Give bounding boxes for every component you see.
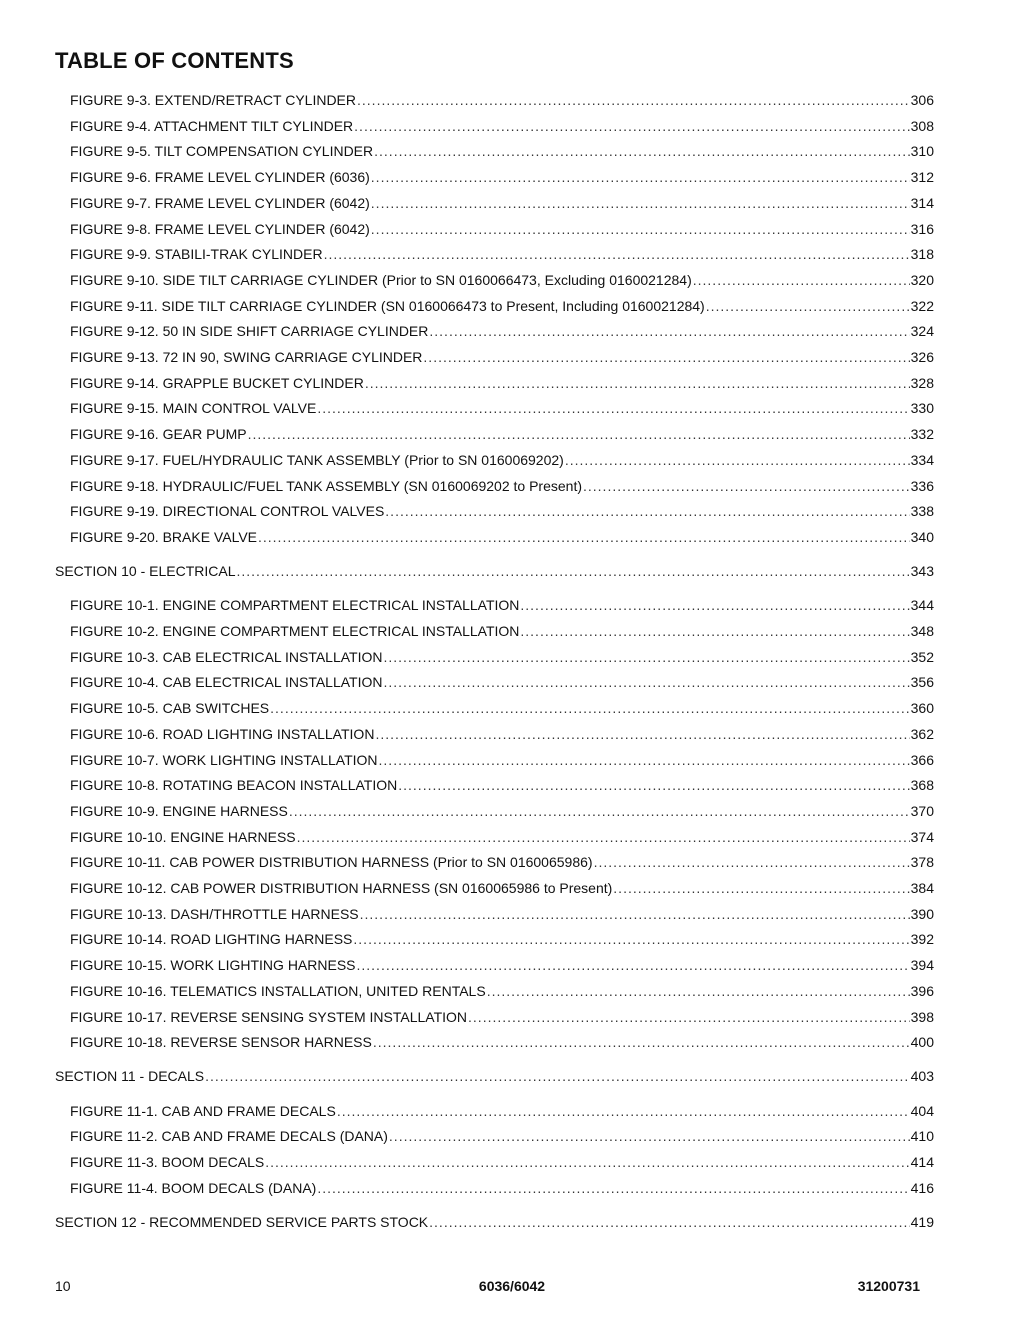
toc-entry-page: 322 xyxy=(910,297,934,314)
toc-entry-page: 328 xyxy=(910,374,934,391)
toc-figure-entry[interactable] xyxy=(70,1008,934,1026)
toc-section-entry[interactable] xyxy=(55,1067,934,1085)
toc-figure-entry[interactable] xyxy=(70,374,934,392)
toc-entry-label: FIGURE 10-11. CAB POWER DISTRIBUTION HARNESS (Prior to SN 0160065986) xyxy=(70,854,593,871)
toc-entry-label: FIGURE 10-9. ENGINE HARNESS xyxy=(70,802,288,819)
dot-leader xyxy=(429,322,909,340)
toc-figure-entry[interactable] xyxy=(70,528,934,546)
toc-entry-page: 343 xyxy=(910,563,934,580)
toc-figure-entry[interactable] xyxy=(70,502,934,520)
toc-figure-entry[interactable] xyxy=(70,751,934,769)
dot-leader xyxy=(360,905,910,923)
toc-entry-label: FIGURE 9-14. GRAPPLE BUCKET CYLINDER xyxy=(70,374,364,391)
toc-entry-page: 332 xyxy=(910,426,934,443)
toc-entry-page: 404 xyxy=(910,1102,934,1119)
toc-entry-label: FIGURE 9-11. SIDE TILT CARRIAGE CYLINDER (SN 0160066473 to Present, Including 0160021284) xyxy=(70,297,705,314)
toc-entry-page: 378 xyxy=(910,854,934,871)
toc-entry-page: 360 xyxy=(910,700,934,717)
toc-entry-page: 318 xyxy=(910,246,934,263)
toc-entry-label: FIGURE 9-6. FRAME LEVEL CYLINDER (6036) xyxy=(70,169,370,186)
dot-leader xyxy=(520,596,909,614)
toc-entry-label: FIGURE 9-9. STABILI-TRAK CYLINDER xyxy=(70,246,323,263)
dot-leader xyxy=(565,451,910,469)
toc-entry-label: FIGURE 9-16. GEAR PUMP xyxy=(70,426,247,443)
toc-entry-page: 312 xyxy=(910,169,934,186)
toc-figure-entry[interactable] xyxy=(70,1102,934,1120)
dot-leader xyxy=(357,91,910,109)
toc-entry-page: 308 xyxy=(910,117,934,134)
toc-figure-entry[interactable] xyxy=(70,725,934,743)
toc-entry-page: 310 xyxy=(910,143,934,160)
toc-figure-entry[interactable] xyxy=(70,622,934,640)
toc-figure-entry[interactable] xyxy=(70,905,934,923)
toc-entry-page: 419 xyxy=(910,1213,934,1230)
toc-entry-label: FIGURE 10-14. ROAD LIGHTING HARNESS xyxy=(70,931,353,948)
dot-leader xyxy=(373,1033,910,1051)
toc-figure-entry[interactable] xyxy=(70,194,934,212)
toc-entry-page: 316 xyxy=(910,220,934,237)
toc-entry-label: FIGURE 11-4. BOOM DECALS (DANA) xyxy=(70,1179,317,1196)
dot-leader xyxy=(583,477,910,495)
toc-figure-entry[interactable] xyxy=(70,220,934,238)
toc-figure-entry[interactable] xyxy=(70,648,934,666)
toc-entry-page: 348 xyxy=(910,623,934,639)
dot-leader xyxy=(265,1153,909,1171)
toc-figure-entry[interactable] xyxy=(70,699,934,717)
toc-figure-entry[interactable] xyxy=(70,673,934,691)
dot-leader xyxy=(270,699,909,717)
toc-entry-page: 366 xyxy=(910,751,934,768)
toc-entry-label: FIGURE 11-3. BOOM DECALS xyxy=(70,1154,265,1170)
dot-leader xyxy=(357,956,910,974)
toc-entry-label: FIGURE 9-15. MAIN CONTROL VALVE xyxy=(70,400,317,417)
toc-entry-label: FIGURE 9-4. ATTACHMENT TILT CYLINDER xyxy=(70,117,354,134)
dot-leader xyxy=(374,142,910,160)
dot-leader xyxy=(297,828,910,846)
dot-leader xyxy=(289,802,910,820)
page-title: TABLE OF CONTENTS xyxy=(55,48,294,73)
toc-entry-label: FIGURE 9-7. FRAME LEVEL CYLINDER (6042) xyxy=(70,194,370,211)
toc-figure-entry[interactable] xyxy=(70,477,934,495)
toc-figure-entry[interactable] xyxy=(70,1033,934,1051)
dot-leader xyxy=(706,297,910,315)
toc-entry-label: FIGURE 9-5. TILT COMPENSATION CYLINDER xyxy=(70,143,374,160)
footer-page-number: 10 xyxy=(55,1278,71,1294)
toc-entry-label: SECTION 10 - ELECTRICAL xyxy=(55,563,236,580)
toc-entry-page: 334 xyxy=(910,451,934,468)
toc-entry-page: 400 xyxy=(910,1034,934,1051)
dot-leader xyxy=(371,220,910,238)
dot-leader xyxy=(520,622,909,640)
toc-entry-label: FIGURE 11-2. CAB AND FRAME DECALS (DANA) xyxy=(70,1128,388,1145)
dot-leader xyxy=(693,271,910,289)
toc-entry-page: 398 xyxy=(910,1008,934,1025)
dot-leader xyxy=(354,117,909,135)
toc-entry-label: FIGURE 9-10. SIDE TILT CARRIAGE CYLINDER (Prior to SN 0160066473, Excluding 0160021284) xyxy=(70,271,692,288)
toc-figure-entry[interactable] xyxy=(70,802,934,820)
toc-entry-label: FIGURE 11-1. CAB AND FRAME DECALS xyxy=(70,1102,336,1119)
dot-leader xyxy=(258,528,910,546)
toc-entry-label: FIGURE 10-4. CAB ELECTRICAL INSTALLATION xyxy=(70,674,383,691)
toc-figure-entry[interactable] xyxy=(70,1179,934,1197)
toc-figure-entry[interactable] xyxy=(70,168,934,186)
toc-entry-label: FIGURE 10-10. ENGINE HARNESS xyxy=(70,828,296,845)
toc-entry-page: 306 xyxy=(910,92,934,108)
toc-entry-page: 390 xyxy=(910,905,934,922)
toc-entry-page: 368 xyxy=(910,777,934,794)
toc-entry-page: 326 xyxy=(910,349,934,365)
toc-figure-entry[interactable] xyxy=(70,828,934,846)
dot-leader xyxy=(317,399,909,417)
toc-figure-entry[interactable] xyxy=(70,596,934,614)
dot-leader xyxy=(487,982,910,1000)
toc-figure-entry[interactable] xyxy=(70,297,934,315)
toc-entry-label: FIGURE 10-18. REVERSE SENSOR HARNESS xyxy=(70,1034,372,1051)
toc-figure-entry[interactable] xyxy=(70,776,934,794)
dot-leader xyxy=(371,194,910,212)
toc-entry-page: 344 xyxy=(910,597,934,614)
dot-leader xyxy=(398,776,909,794)
toc-entry-label: FIGURE 10-3. CAB ELECTRICAL INSTALLATION xyxy=(70,648,383,665)
dot-leader xyxy=(389,1127,910,1145)
toc-entry-label: FIGURE 10-8. ROTATING BEACON INSTALLATION xyxy=(70,777,398,794)
dot-leader xyxy=(371,168,910,186)
toc-figure-entry[interactable] xyxy=(70,1153,934,1171)
toc-figure-entry[interactable] xyxy=(70,322,934,340)
dot-leader xyxy=(324,245,910,263)
dot-leader xyxy=(205,1067,910,1085)
toc-entry-page: 314 xyxy=(910,194,934,211)
toc-entry-page: 384 xyxy=(910,880,934,896)
toc-entry-label: FIGURE 9-17. FUEL/HYDRAULIC TANK ASSEMBLY (Prior to SN 0160069202) xyxy=(70,451,564,468)
footer-model: 6036/6042 xyxy=(478,1278,546,1294)
toc-entry-label: SECTION 11 - DECALS xyxy=(55,1068,205,1085)
toc-entry-label: FIGURE 10-15. WORK LIGHTING HARNESS xyxy=(70,957,356,974)
dot-leader xyxy=(248,425,910,443)
toc-entry-label: FIGURE 10-17. REVERSE SENSING SYSTEM INSTALLATION xyxy=(70,1008,468,1025)
toc-entry-label: FIGURE 9-19. DIRECTIONAL CONTROL VALVES xyxy=(70,503,385,520)
toc-entry-label: FIGURE 9-18. HYDRAULIC/FUEL TANK ASSEMBLY (SN 0160069202 to Present) xyxy=(70,477,582,494)
toc-figure-entry[interactable] xyxy=(70,271,934,289)
toc-entry-page: 370 xyxy=(910,802,934,819)
toc-figure-entry[interactable] xyxy=(70,117,934,135)
toc-figure-entry[interactable] xyxy=(70,399,934,417)
toc-entry-page: 362 xyxy=(910,725,934,742)
toc-entry-label: FIGURE 10-7. WORK LIGHTING INSTALLATION xyxy=(70,751,378,768)
toc-entry-page: 392 xyxy=(910,931,934,948)
toc-section-entry[interactable] xyxy=(55,1213,934,1231)
toc-entry-page: 410 xyxy=(910,1128,934,1145)
toc-figure-entry[interactable] xyxy=(70,930,934,948)
dot-leader xyxy=(375,725,909,743)
toc-entry-page: 338 xyxy=(910,503,934,520)
toc-entry-label: FIGURE 10-5. CAB SWITCHES xyxy=(70,700,270,717)
toc-entry-page: 414 xyxy=(910,1154,934,1170)
toc-entry-page: 394 xyxy=(910,957,934,974)
toc-figure-entry[interactable] xyxy=(70,879,934,897)
toc-entry-page: 336 xyxy=(910,477,934,494)
toc-entry-label: FIGURE 10-6. ROAD LIGHTING INSTALLATION xyxy=(70,725,375,742)
toc-entry-label: SECTION 12 - RECOMMENDED SERVICE PARTS STOCK xyxy=(55,1213,429,1230)
toc-entry-page: 403 xyxy=(910,1068,934,1085)
toc-figure-entry[interactable] xyxy=(70,91,934,109)
toc-figure-entry[interactable] xyxy=(70,853,934,871)
dot-leader xyxy=(383,673,909,691)
toc-entry-label: FIGURE 9-20. BRAKE VALVE xyxy=(70,528,257,545)
toc-entry-label: FIGURE 9-13. 72 IN 90, SWING CARRIAGE CYLINDER xyxy=(70,349,423,365)
toc-figure-entry[interactable] xyxy=(70,1127,934,1145)
toc-entry-label: FIGURE 10-1. ENGINE COMPARTMENT ELECTRICAL INSTALLATION xyxy=(70,597,520,614)
toc-entry-page: 356 xyxy=(910,674,934,691)
dot-leader xyxy=(379,751,910,769)
dot-leader xyxy=(353,930,909,948)
toc-figure-entry[interactable] xyxy=(70,956,934,974)
dot-leader xyxy=(468,1008,910,1026)
toc-figure-entry[interactable] xyxy=(70,451,934,469)
toc-entry-page: 416 xyxy=(910,1179,934,1196)
toc-entry-label: FIGURE 10-2. ENGINE COMPARTMENT ELECTRICAL INSTALLATION xyxy=(70,623,520,639)
toc-figure-entry[interactable] xyxy=(70,425,934,443)
dot-leader xyxy=(385,502,909,520)
dot-leader xyxy=(237,562,910,580)
dot-leader xyxy=(337,1102,910,1120)
toc-entry-page: 352 xyxy=(910,648,934,665)
toc-entry-label: FIGURE 9-3. EXTEND/RETRACT CYLINDER xyxy=(70,92,357,108)
footer-doc-number: 31200731 xyxy=(857,1278,920,1294)
toc-figure-entry[interactable] xyxy=(70,982,934,1000)
toc-entry-page: 320 xyxy=(910,271,934,288)
toc-figure-entry[interactable] xyxy=(70,348,934,366)
dot-leader xyxy=(423,348,909,366)
toc-entry-page: 374 xyxy=(910,828,934,845)
toc-figure-entry[interactable] xyxy=(70,142,934,160)
dot-leader xyxy=(383,648,909,666)
toc-entry-label: FIGURE 10-12. CAB POWER DISTRIBUTION HARNESS (SN 0160065986 to Present) xyxy=(70,880,613,896)
toc-section-entry[interactable] xyxy=(55,562,934,580)
dot-leader xyxy=(317,1179,909,1197)
dot-leader xyxy=(365,374,910,392)
toc-entry-page: 330 xyxy=(910,400,934,417)
toc-entry-label: FIGURE 9-8. FRAME LEVEL CYLINDER (6042) xyxy=(70,220,370,237)
toc-entry-page: 396 xyxy=(910,982,934,999)
toc-entry-page: 340 xyxy=(910,528,934,545)
dot-leader xyxy=(613,879,909,897)
toc-entry-label: FIGURE 9-12. 50 IN SIDE SHIFT CARRIAGE CYLINDER xyxy=(70,323,429,340)
toc-entry-label: FIGURE 10-16. TELEMATICS INSTALLATION, UNITED RENTALS xyxy=(70,982,486,999)
dot-leader xyxy=(429,1213,909,1231)
dot-leader xyxy=(594,853,910,871)
toc-entry-label: FIGURE 10-13. DASH/THROTTLE HARNESS xyxy=(70,905,359,922)
toc-entry-page: 324 xyxy=(910,323,934,340)
toc-figure-entry[interactable] xyxy=(70,245,934,263)
